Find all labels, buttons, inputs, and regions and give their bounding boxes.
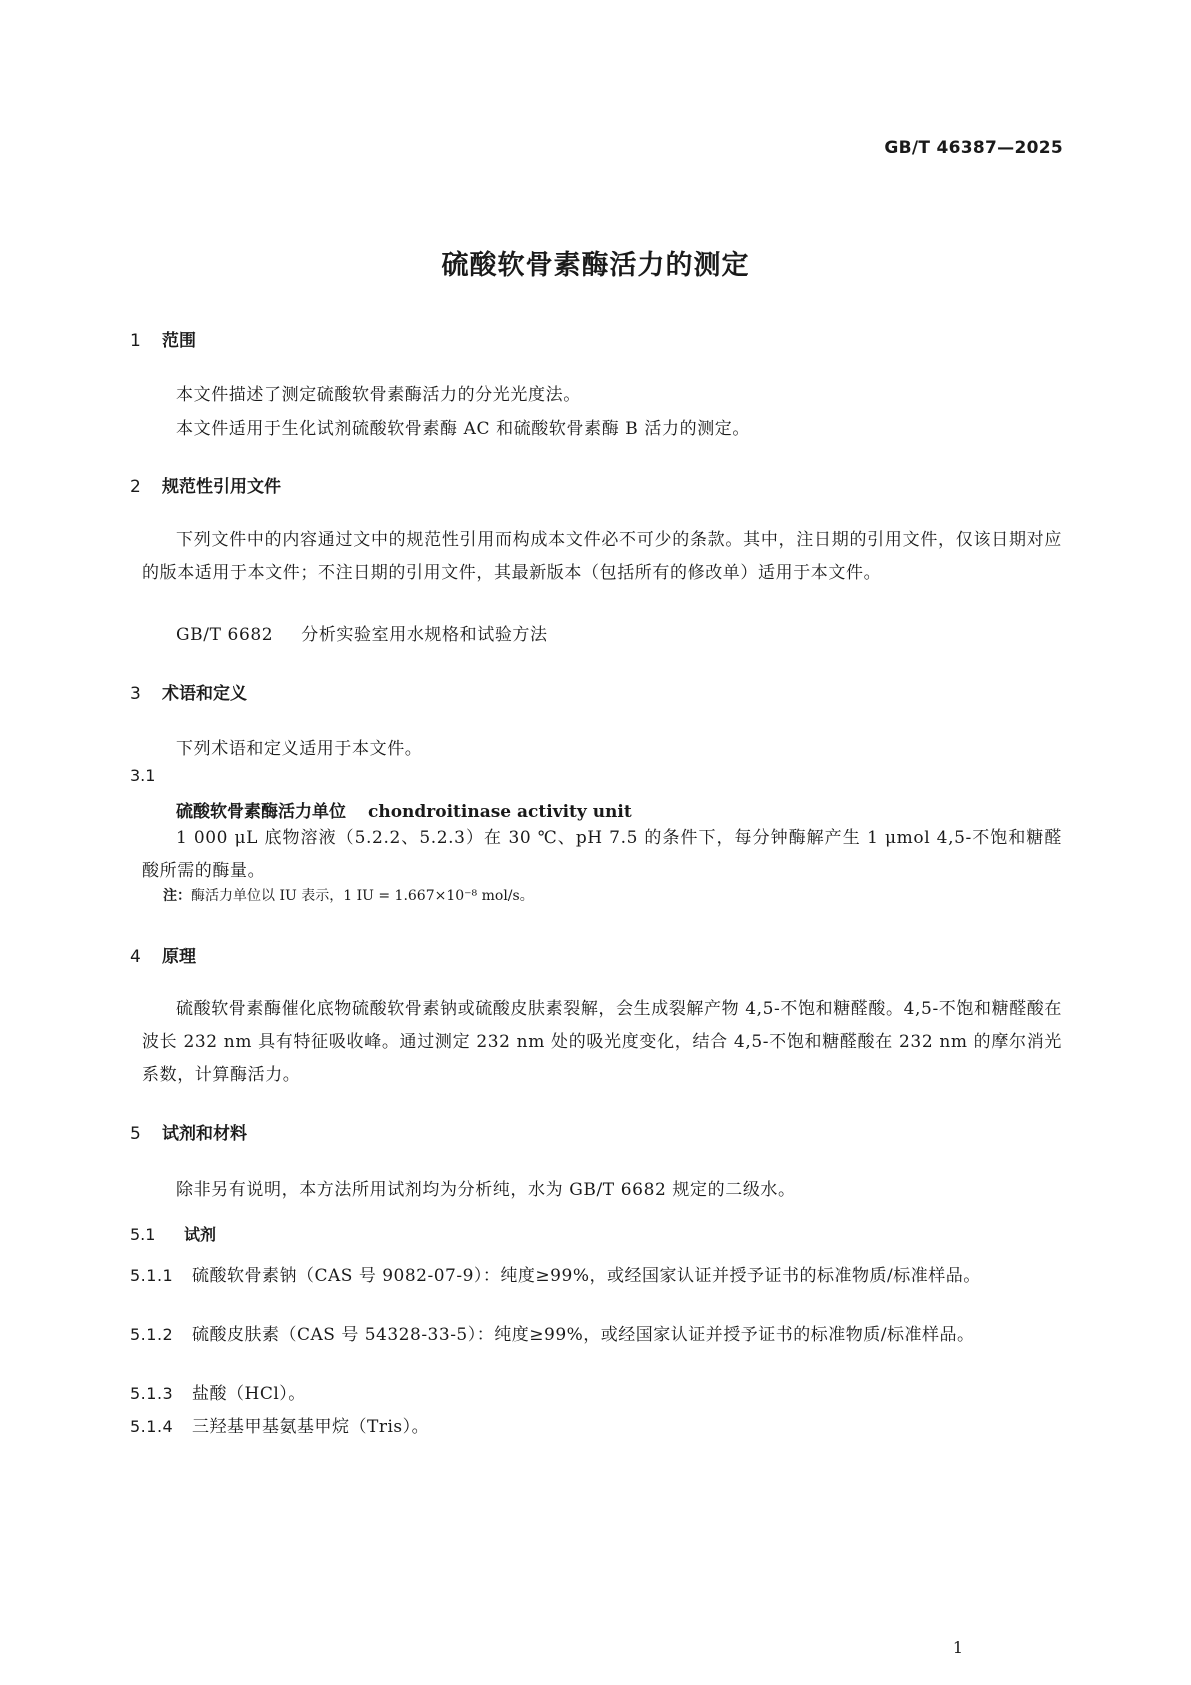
note-text: 酶活力单位以 IU 表示，1 IU = 1.667×10⁻⁸ mol/s。 [191, 888, 534, 904]
list-item [130, 1377, 1062, 1411]
note-label: 注： [163, 888, 191, 904]
term-definition: 1 000 μL 底物溶液（5.2.2、5.2.3）在 30 ℃、pH 7.5 的条件下，每分钟酶解产生 1 μmol 4,5-不饱和糖醛酸所需的酶量。 [142, 828, 1062, 881]
item-text: 硫酸皮肤素（CAS 号 54328-33-5）：纯度≥99%，或经国家认证并授予证书的标准物质/标准样品。 [192, 1325, 975, 1345]
normative-reference [176, 620, 548, 645]
section-title: 术语和定义 [162, 684, 247, 704]
list-item [130, 1410, 1062, 1444]
item-text: 盐酸（HCl）。 [192, 1384, 306, 1404]
paragraph: 本文件适用于生化试剂硫酸软骨素酶 AC 和硫酸软骨素酶 B 活力的测定。 [176, 419, 750, 439]
section-2-heading [130, 472, 281, 497]
item-number: 5.1.3 [130, 1384, 174, 1403]
section-1-heading [130, 326, 196, 351]
section-5-heading [130, 1119, 247, 1144]
term-chinese: 硫酸软骨素酶活力单位 [176, 802, 346, 822]
item-number: 5.1.1 [130, 1266, 174, 1285]
paragraph: 硫酸软骨素酶催化底物硫酸软骨素钠或硫酸皮肤素裂解，会生成裂解产物 4,5-不饱和糖醛酸。4,5-不饱和糖醛酸在波长 232 nm 具有特征吸收峰。通过测定 232 nm 处的吸光度变化，结合 4,5-不饱和糖醛酸在 232 nm 的摩尔消光系数，计算酶活力。 [142, 999, 1062, 1085]
list-item [130, 1318, 1062, 1352]
paragraph: 下列术语和定义适用于本文件。 [176, 739, 423, 759]
term-english: chondroitinase activity unit [368, 802, 632, 822]
item-text: 硫酸软骨素钠（CAS 号 9082-07-9）：纯度≥99%，或经国家认证并授予证书的标准物质/标准样品。 [192, 1266, 981, 1286]
subsection-number: 5.1 [130, 1225, 156, 1244]
section-title: 试剂和材料 [162, 1124, 247, 1144]
reference-title: 分析实验室用水规格和试验方法 [301, 625, 548, 645]
section-number: 5 [130, 1124, 141, 1144]
subsection-heading [130, 1222, 216, 1245]
paragraph: 下列文件中的内容通过文中的规范性引用而构成本文件必不可少的条款。其中，注日期的引用文件，仅该日期对应的版本适用于本文件；不注日期的引用文件，其最新版本（包括所有的修改单）适用于本文件。 [142, 530, 1062, 583]
section-number: 4 [130, 947, 141, 967]
item-text: 三羟基甲基氨基甲烷（Tris）。 [192, 1417, 430, 1437]
section-4-heading [130, 942, 196, 967]
section-number: 3 [130, 684, 141, 704]
standard-number: GB/T 46387—2025 [884, 138, 1063, 158]
item-number: 5.1.2 [130, 1325, 174, 1344]
subsection-title: 试剂 [184, 1225, 217, 1244]
section-number: 2 [130, 477, 141, 497]
item-number: 5.1.4 [130, 1417, 174, 1436]
section-title: 规范性引用文件 [162, 477, 281, 497]
page-number: 1 [952, 1638, 963, 1657]
list-item [130, 1259, 1062, 1293]
term-number: 3.1 [130, 766, 156, 785]
note [163, 885, 534, 905]
page-title: 硫酸软骨素酶活力的测定 [441, 250, 750, 281]
paragraph: 本文件描述了测定硫酸软骨素酶活力的分光光度法。 [176, 385, 581, 405]
section-title: 原理 [162, 947, 196, 967]
section-title: 范围 [162, 331, 196, 351]
reference-code: GB/T 6682 [176, 625, 274, 645]
section-3-heading [130, 679, 247, 704]
section-number: 1 [130, 331, 141, 351]
term-entry [176, 797, 632, 822]
paragraph: 除非另有说明，本方法所用试剂均为分析纯，水为 GB/T 6682 规定的二级水。 [176, 1180, 796, 1200]
